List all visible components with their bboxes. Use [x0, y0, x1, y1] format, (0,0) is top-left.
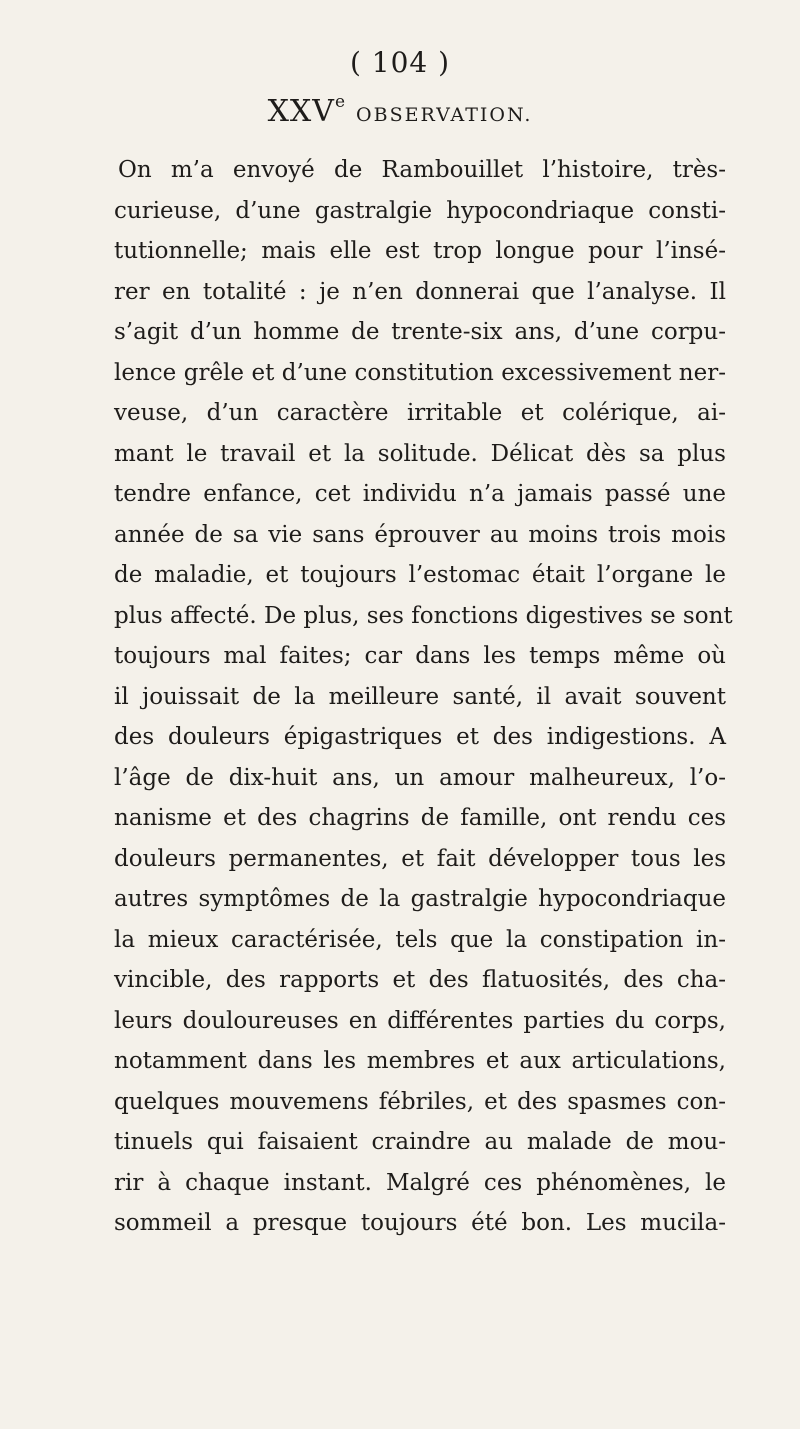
text-line: mant le travail et la solitude. Délicat dès sa plus	[114, 440, 726, 467]
text-line: des douleurs épigastriques et des indigestions. A	[114, 724, 726, 750]
text-line: année de sa vie sans éprouver au moins trois mois	[114, 521, 726, 548]
text-line: plus affecté. De plus, ses fonctions digestives se sont	[114, 602, 733, 629]
text-line: tinuels qui faisaient craindre au malade de mou-	[114, 1129, 726, 1155]
text-line: lence grêle et d’une constitution excessivement ner-	[114, 359, 726, 386]
text-line: veuse, d’un caractère irritable et colérique, ai-	[114, 400, 726, 426]
text-line: quelques mouvemens fébriles, et des spasmes con-	[114, 1088, 726, 1115]
text-line: toujours mal faites; car dans les temps même où	[114, 643, 726, 669]
page-number: ( 104 )	[349, 46, 451, 79]
text-line: vincible, des rapports et des flatuosités, des cha-	[114, 967, 726, 993]
heading-word: OBSERVATION.	[356, 104, 533, 126]
text-line: notamment dans les membres et aux articulations,	[114, 1048, 726, 1074]
text-line: leurs douloureuses en différentes parties du corps,	[114, 1007, 726, 1034]
body-paragraph	[114, 150, 733, 1244]
text-line: nanisme et des chagrins de famille, ont rendu ces	[114, 805, 726, 831]
text-line: de maladie, et toujours l’estomac était l’organe le	[114, 562, 726, 588]
text-line: tendre enfance, cet individu n’a jamais passé une	[114, 481, 726, 507]
text-line: la mieux caractérisée, tels que la constipation in-	[114, 926, 726, 953]
text-line: l’âge de dix-huit ans, un amour malheureux, l’o-	[114, 764, 726, 791]
text-line: autres symptômes de la gastralgie hypocondriaque	[114, 886, 726, 912]
text-line: douleurs permanentes, et fait développer tous les	[114, 845, 726, 872]
heading-superscript: e	[334, 92, 347, 112]
text-line: rir à chaque instant. Malgré ces phénomènes, le	[114, 1169, 726, 1196]
text-line: tutionnelle; mais elle est trop longue pour l’insé-	[114, 238, 726, 264]
heading-roman-numeral: XXV	[267, 94, 335, 129]
text-line: s’agit d’un homme de trente-six ans, d’une corpu-	[114, 319, 726, 345]
text-line: rer en totalité : je n’en donnerai que l’analyse. Il	[114, 278, 726, 305]
text-line: On m’a envoyé de Rambouillet l’histoire, très-	[118, 157, 726, 183]
section-heading	[0, 92, 800, 129]
text-line: sommeil a presque toujours été bon. Les mucila-	[114, 1210, 726, 1236]
text-line: curieuse, d’une gastralgie hypocondriaque consti-	[114, 197, 726, 224]
text-line: il jouissait de la meilleure santé, il avait souvent	[114, 683, 726, 710]
